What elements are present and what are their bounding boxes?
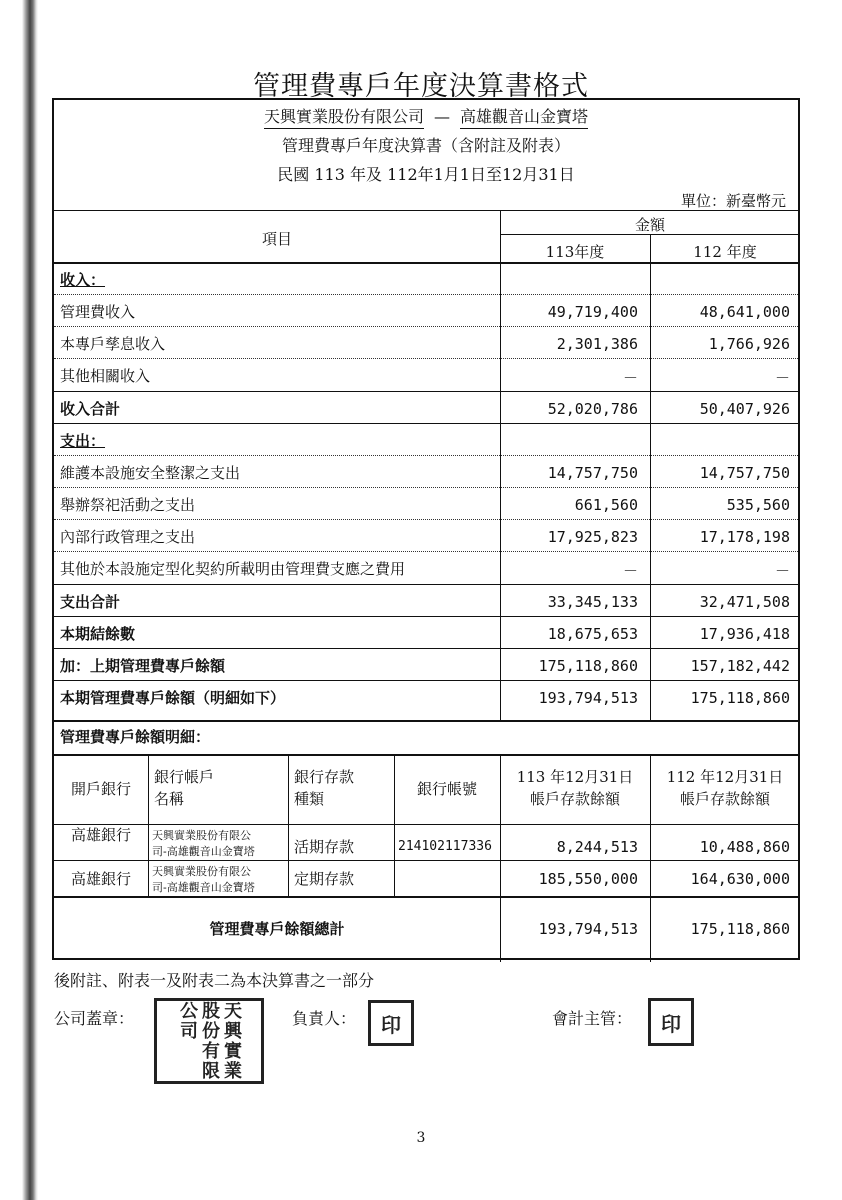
row-value-113: 49,719,400 <box>547 303 638 322</box>
company-seal-label: 公司蓋章： <box>54 1009 135 1028</box>
detail-total-label: 管理費專戶餘額總計 <box>209 920 345 938</box>
item-column-header: 項目 <box>261 230 292 248</box>
row-value-112: 17,178,198 <box>699 528 790 547</box>
row-value-113: 661,560 <box>574 496 638 515</box>
row-separator <box>54 487 798 488</box>
detail-row-1-top <box>54 824 798 825</box>
row-label: 支出： <box>60 431 106 450</box>
header-dash: — <box>434 107 450 126</box>
row-separator <box>54 680 798 681</box>
detail-col-3 <box>394 754 395 896</box>
row-value-112: 50,407,926 <box>699 399 790 418</box>
row-value-113: 52,020,786 <box>547 399 638 418</box>
row-separator <box>54 294 798 295</box>
row-label: 其他於本設施定型化契約所載明由管理費支應之費用 <box>60 560 406 579</box>
bank-header: 開戶銀行 <box>70 780 131 798</box>
binding-edge <box>0 0 38 1200</box>
deposit-type-header: 銀行存款 種類 <box>294 768 355 808</box>
accountant-label: 會計主管： <box>552 1009 633 1028</box>
cur-balance-header: 113 年12月31日 帳戶存款餘額 <box>516 768 634 808</box>
detail-row-1-name: 天興實業股份有限公 司-高雄觀音山金寶塔 <box>152 829 255 858</box>
row-label: 舉辦祭祀活動之支出 <box>60 496 196 515</box>
account-no-header: 銀行帳號 <box>416 780 477 798</box>
row-label: 收入合計 <box>60 399 121 418</box>
footnote: 後附註、附表一及附表二為本決算書之一部分 <box>54 971 375 990</box>
row-value-112: － <box>774 369 790 388</box>
row-value-113: － <box>622 562 638 581</box>
detail-row-2-name: 天興實業股份有限公 司-高雄觀音山金寶塔 <box>152 865 255 894</box>
row-value-113: 2,301,386 <box>556 335 638 354</box>
detail-col-1 <box>148 754 149 896</box>
row-value-112: 17,936,418 <box>699 624 790 643</box>
detail-total-prior: 175,118,860 <box>690 920 790 938</box>
row-value-113: 14,757,750 <box>547 463 638 482</box>
report-sheet <box>52 98 800 960</box>
row-label: 支出合計 <box>60 592 121 611</box>
row-separator <box>54 584 798 585</box>
detail-row-1-type: 活期存款 <box>294 838 355 856</box>
row-label: 其他相關收入 <box>60 367 151 386</box>
row-separator <box>54 326 798 327</box>
header-bottom-border <box>54 262 798 264</box>
row-label: 本期結餘數 <box>60 624 136 643</box>
row-separator <box>54 648 798 649</box>
company-seal-stamp: 天興實業股份有限公司 <box>154 998 264 1084</box>
company-name: 天興實業股份有限公司 <box>264 104 424 129</box>
detail-row-1-account-no: 214102117336 <box>398 839 492 854</box>
year-current-header: 113年度 <box>545 243 605 261</box>
report-name: 管理費專戶年度決算書（含附註及附表） <box>281 136 570 155</box>
row-value-112: 175,118,860 <box>690 688 790 707</box>
row-label: 本專戶孳息收入 <box>60 335 166 354</box>
detail-title: 管理費專戶餘額明細： <box>60 728 211 746</box>
detail-total-cur: 193,794,513 <box>538 920 638 938</box>
row-value-112: － <box>774 562 790 581</box>
row-separator <box>54 358 798 359</box>
detail-row-1-bank: 高雄銀行 <box>70 826 131 844</box>
prior-balance-header: 112 年12月31日 帳戶存款餘額 <box>666 768 784 808</box>
row-separator <box>54 423 798 424</box>
currency-unit: 單位：新臺幣元 <box>680 192 786 210</box>
detail-row-2-cur: 185,550,000 <box>538 870 638 888</box>
row-value-112: 1,766,926 <box>708 335 790 354</box>
accountant-seal-stamp: 印 <box>648 998 694 1046</box>
row-label: 本期管理費專戶餘額（明細如下） <box>60 688 286 707</box>
row-value-113: － <box>622 369 638 388</box>
row-separator <box>54 455 798 456</box>
account-name-header: 銀行帳戶 名稱 <box>154 768 215 808</box>
row-separator <box>54 551 798 552</box>
row-value-113: 33,345,133 <box>547 592 638 611</box>
year-prior-header: 112 年度 <box>693 243 757 261</box>
detail-row-1-cur: 8,244,513 <box>556 838 638 856</box>
row-label: 加：上期管理費專戶餘額 <box>60 656 226 675</box>
report-period: 民國 113 年及 112年1月1日至12月31日 <box>277 165 575 184</box>
row-label: 內部行政管理之支出 <box>60 528 196 547</box>
row-value-113: 17,925,823 <box>547 528 638 547</box>
row-separator <box>54 616 798 617</box>
row-label: 管理費收入 <box>60 303 136 322</box>
row-value-112: 535,560 <box>726 496 790 515</box>
page-title: 管理費專戶年度決算書格式 <box>253 71 589 102</box>
row-label: 收入： <box>60 271 106 289</box>
row-value-113: 18,675,653 <box>547 624 638 643</box>
responsible-seal-stamp: 印 <box>368 1000 414 1046</box>
detail-top-border <box>54 720 798 722</box>
detail-col-2 <box>288 754 289 896</box>
detail-row-2-top <box>54 860 798 861</box>
row-separator <box>54 519 798 520</box>
row-value-113: 175,118,860 <box>538 656 638 675</box>
detail-row-2-prior: 164,630,000 <box>690 870 790 888</box>
amount-column-header: 金額 <box>634 216 665 234</box>
site-name: 高雄觀音山金寶塔 <box>460 104 588 129</box>
page-number: 3 <box>416 1130 426 1146</box>
row-separator <box>54 391 798 392</box>
row-value-113: 193,794,513 <box>538 688 638 707</box>
row-value-112: 157,182,442 <box>690 656 790 675</box>
row-value-112: 32,471,508 <box>699 592 790 611</box>
responsible-label: 負責人： <box>292 1009 357 1028</box>
row-value-112: 48,641,000 <box>699 303 790 322</box>
detail-row-2-bank: 高雄銀行 <box>70 870 131 888</box>
detail-row-1-prior: 10,488,860 <box>699 838 790 856</box>
table-top-border <box>54 210 798 211</box>
detail-row-2-type: 定期存款 <box>294 870 355 888</box>
detail-total-top <box>54 896 798 898</box>
row-value-112: 14,757,750 <box>699 463 790 482</box>
row-label: 維護本設施安全整潔之支出 <box>60 463 241 482</box>
header-company-line <box>54 104 798 129</box>
detail-header-top <box>54 754 798 756</box>
